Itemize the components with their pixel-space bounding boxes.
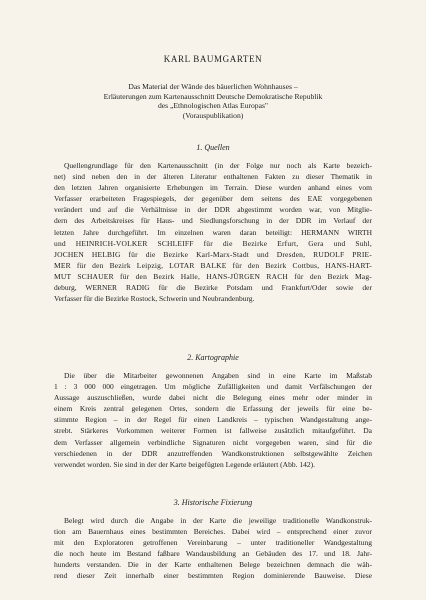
text-line: dem Verfasser allgemein verbindliche Signaturen nicht vorgegeben waren, sind für die <box>54 437 372 447</box>
text-line: Aussage auszuschließen, wurde dabei nicht die Belegung eines mehr oder minder in <box>54 393 372 403</box>
text-line: Die über die Mitarbeiter gewonnenen Angaben sind in eine Karte im Maßstab <box>64 371 372 380</box>
section-body <box>54 160 372 304</box>
text-line: die noch heute im Bestand faßbare Wandausbildung an Gebäuden des 17. und 18. Jahr- <box>54 549 372 559</box>
section-body <box>54 370 372 470</box>
article-title <box>40 82 386 120</box>
text-line: einem Kreis zentral gelegenen Ortes, sondern die Erfassung der jeweils für eine be- <box>54 404 372 414</box>
title-line: Das Material der Wände des bäuerlichen Wohnhauses – <box>128 82 298 91</box>
text-line: verändert und auf die Verhältnisse in der DDR abgestimmt worden war, von Mitglie- <box>54 205 372 215</box>
text-line: dern des Arbeitskreises für Haus- und Siedlungsforschung in der DDR im Verlauf der <box>54 216 372 226</box>
text-line: 1 : 3 000 000 eingetragen. Um mögliche Zufälligkeiten und damit Verfälschungen der <box>54 382 372 392</box>
text-line: letzten Jahre durchgeführt. Im einzelnen waren daran beteiligt: HERMANN WIRTH <box>54 227 372 237</box>
text-line: mit den Exploratoren getroffenen Vereinbarung – unter traditioneller Wandgestaltung <box>54 538 372 548</box>
text-line: deburg, WERNER RADIG für die Bezirke Potsdam und Frankfurt/Oder sowie der <box>54 283 372 293</box>
text-line: MUT SCHAUER für den Bezirk Halle, HANS-JÜRGEN RACH für den Bezirk Mag- <box>54 271 372 281</box>
text-line: Verfasser erarbeiteten Fragespiegels, der gegenüber dem seitens des EAE vorgegebenen <box>54 194 372 204</box>
text-line: rend dieser Zeit innerhalb einer bestimmten Region dominierende Bauweise. Diese <box>54 571 372 581</box>
text-line: Verfasser für die Bezirke Rostock, Schwerin und Neubrandenburg. <box>54 294 255 304</box>
section-heading: 2. Kartographie <box>187 353 239 362</box>
section-heading: 1. Quellen <box>196 143 230 152</box>
text-line: Belegt wird durch die Angabe in der Karte die jeweilige traditionelle Wandkonstruk- <box>64 516 372 525</box>
author-name: KARL BAUMGARTEN <box>163 54 263 64</box>
text-line: und HEINRICH-VOLKER SCHLEIFF für die Bezirke Erfurt, Gera und Suhl, <box>54 238 372 248</box>
section-body <box>54 515 372 582</box>
text-line: strebt. Stärkeres Vorkommen weiterer Formen ist fallweise zusätzlich mitaufgeführt. Da <box>54 426 372 436</box>
title-line: Erläuterungen zum Kartenausschnitt Deutsche Demokratische Republik <box>103 91 323 101</box>
text-line: MER für den Bezirk Leipzig, LOTAR BALKE für den Bezirk Cottbus, HANS-HART- <box>54 260 372 270</box>
text-line: den letzten Jahren organisierte Erhebungen im Terrain. Diese wurden anhand eines vom <box>54 183 372 193</box>
text-line: JOCHEN HELBIG für die Bezirke Karl-Marx-Stadt und Dresden, RUDOLF PRIE- <box>54 249 372 259</box>
text-line: stimmte Region – in der Regel für einen Landkreis – typischen Wandgestaltung ange- <box>54 415 372 425</box>
text-line: net) sind neben den in der älteren Literatur enthaltenen Fakten zu dieser Thematik in <box>54 172 372 182</box>
text-line: tion am Bauernhaus eines bestimmten Bereiches. Dabei wird – entsprechend einer zuvor <box>54 527 372 537</box>
text-line: hunderts verstanden. Die in der Karte enthaltenen Belege bezeichnen demnach die wäh- <box>54 560 372 570</box>
text-line: verschiedenen in der DDR anzutreffenden Wandkonstruktionen selbstgewählte Zeichen <box>54 448 372 458</box>
text-line: verwendet worden. Sie sind in der der Karte beigefügten Legende erläutert (Abb. 142). <box>54 459 315 469</box>
title-line: (Vorauspublikation) <box>182 110 244 120</box>
title-line: des „Ethnologischen Atlas Europas" <box>157 101 269 111</box>
text-line: Quellengrundlage für den Kartenausschnitt (in der Folge nur noch als Karte bezeich- <box>64 161 372 170</box>
section-heading: 3. Historische Fixierung <box>173 498 253 507</box>
